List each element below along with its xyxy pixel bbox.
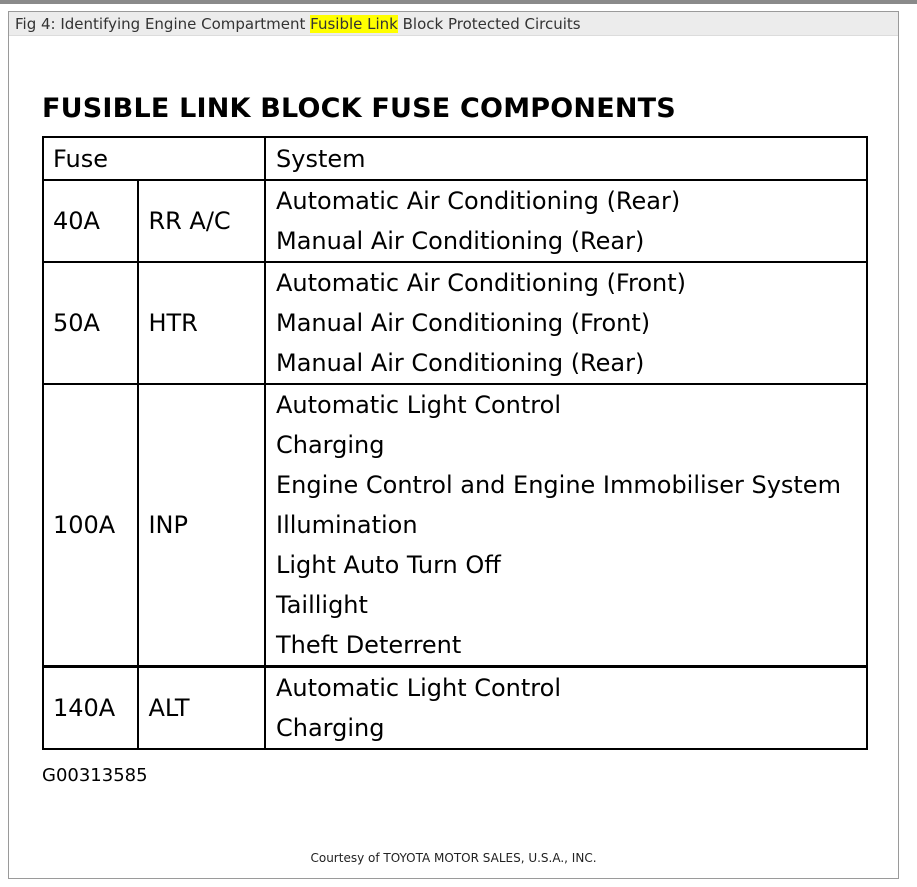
caption-highlight: Fusible Link xyxy=(310,15,398,33)
top-rule xyxy=(0,0,917,4)
system-item: Automatic Light Control xyxy=(276,674,561,702)
figure-id: G00313585 xyxy=(42,765,148,786)
fuse-code: HTR xyxy=(138,262,265,384)
system-item: Light Auto Turn Off xyxy=(276,551,501,579)
system-item: Manual Air Conditioning (Front) xyxy=(276,309,651,337)
figure-title: FUSIBLE LINK BLOCK FUSE COMPONENTS xyxy=(42,93,676,124)
caption-suffix: Block Protected Circuits xyxy=(397,15,581,33)
fuse-code: INP xyxy=(138,384,265,667)
system-item: Charging xyxy=(276,431,385,459)
system-item: Charging xyxy=(276,714,385,742)
system-item: Illumination xyxy=(276,511,418,539)
table-row xyxy=(43,262,867,384)
fuse-table xyxy=(42,136,868,750)
fuse-code: RR A/C xyxy=(138,180,265,262)
figure-caption xyxy=(9,12,898,36)
system-item: Automatic Air Conditioning (Rear) xyxy=(276,187,681,215)
system-list xyxy=(265,180,867,262)
fuse-amperage: 40A xyxy=(43,180,138,262)
header-system: System xyxy=(265,137,867,180)
fuse-amperage: 100A xyxy=(43,384,138,667)
system-item: Manual Air Conditioning (Rear) xyxy=(276,227,645,255)
system-list xyxy=(265,384,867,667)
system-item: Automatic Air Conditioning (Front) xyxy=(276,269,686,297)
system-item: Engine Control and Engine Immobiliser System xyxy=(276,471,841,499)
fuse-amperage: 50A xyxy=(43,262,138,384)
caption-prefix: Fig 4: Identifying Engine Compartment xyxy=(15,15,311,33)
fuse-code: ALT xyxy=(138,667,265,750)
system-item: Taillight xyxy=(276,591,368,619)
table-row xyxy=(43,180,867,262)
figure-frame xyxy=(8,11,899,879)
fuse-amperage: 140A xyxy=(43,667,138,750)
table-row xyxy=(43,384,867,667)
table-header-row xyxy=(43,137,867,180)
system-item: Automatic Light Control xyxy=(276,391,561,419)
header-fuse: Fuse xyxy=(43,137,265,180)
system-list xyxy=(265,262,867,384)
system-item: Manual Air Conditioning (Rear) xyxy=(276,349,645,377)
system-item: Theft Deterrent xyxy=(276,631,462,659)
system-list xyxy=(265,667,867,750)
courtesy-credit: Courtesy of TOYOTA MOTOR SALES, U.S.A., INC. xyxy=(310,851,597,865)
table-row xyxy=(43,667,867,750)
